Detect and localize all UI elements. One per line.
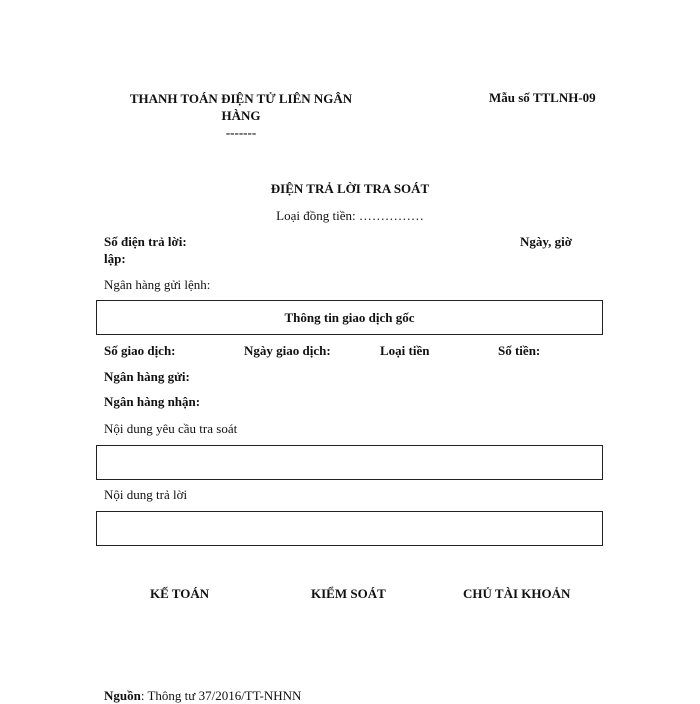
- form-code: Mẫu số TTLNH-09: [489, 90, 596, 105]
- original-transaction-title: Thông tin giao dịch gốc: [284, 310, 415, 325]
- request-content-label: Nội dung yêu cầu tra soát: [104, 421, 238, 436]
- reply-date-label-continued: lập:: [104, 251, 126, 266]
- request-content-box[interactable]: [96, 445, 603, 480]
- document-title: ĐIỆN TRẢ LỜI TRA SOÁT: [270, 181, 430, 196]
- amount-label: Số tiền:: [498, 343, 541, 358]
- sending-bank-label: Ngân hàng gửi lệnh:: [104, 277, 211, 292]
- currency-line: Loại đồng tiền: ……………: [276, 208, 424, 223]
- original-transaction-box: [96, 300, 603, 335]
- transaction-number-label: Số giao dịch:: [104, 343, 176, 358]
- reply-content-box[interactable]: [96, 511, 603, 546]
- header-separator: -------: [225, 125, 257, 140]
- source-text: : Thông tư 37/2016/TT-NHNN: [140, 688, 302, 703]
- transaction-date-label: Ngày giao dịch:: [244, 343, 331, 358]
- reply-content-label: Nội dung trả lời: [104, 487, 188, 502]
- organization-title: THANH TOÁN ĐIỆN TỬ LIÊN NGÂN HÀNG: [129, 91, 353, 123]
- signature-account-owner: CHỦ TÀI KHOẢN: [463, 586, 571, 601]
- reply-date-label: Ngày, giờ: [520, 234, 572, 249]
- source-label: Nguồn: [104, 688, 141, 703]
- signature-accountant: KẾ TOÁN: [150, 586, 210, 601]
- reply-number-label: Số điện trả lời:: [104, 234, 187, 249]
- currency-type-label: Loại tiền: [380, 343, 430, 358]
- sender-bank-label: Ngân hàng gửi:: [104, 369, 190, 384]
- organization-name: [110, 90, 372, 141]
- receiver-bank-label: Ngân hàng nhận:: [104, 394, 201, 409]
- signature-controller: KIỂM SOÁT: [311, 586, 386, 601]
- source-note: [104, 688, 301, 704]
